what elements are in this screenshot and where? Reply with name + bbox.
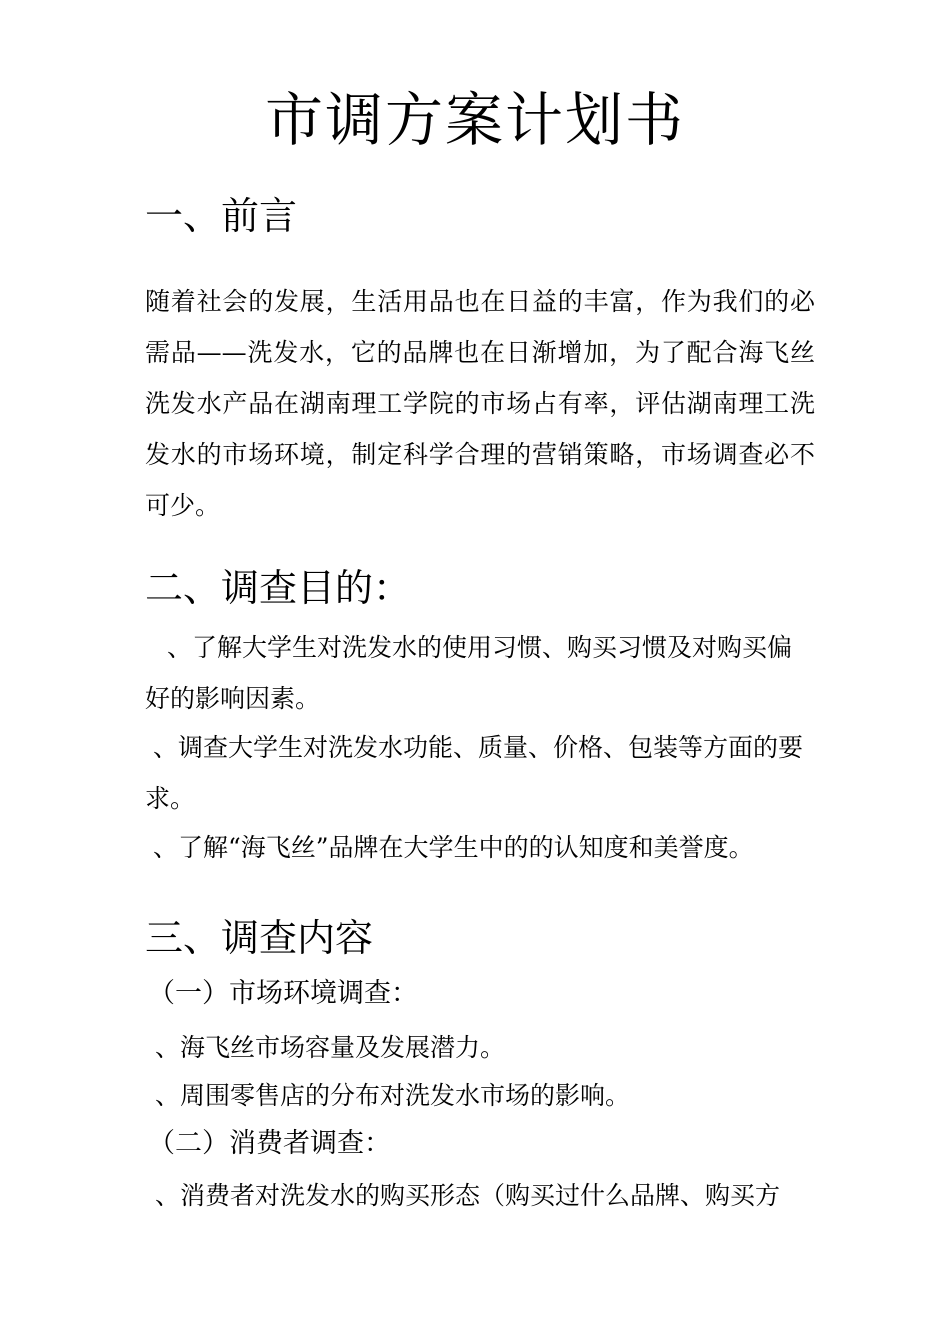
preface-paragraph: 随着社会的发展，生活用品也在日益的丰富，作为我们的必需品——洗发水，它的品牌也在日渐增加，为了配合海飞丝洗发水产品在湖南理工学院的市场占有率，评估湖南理工洗发水的市场环境，制定科学合理的营销策略，市场调查必不可少。	[145, 287, 815, 520]
subsection-heading-market: （一）市场环境调查：	[148, 978, 418, 1009]
section-heading-preface: 一、前言	[145, 194, 298, 238]
market-item-1: 、海飞丝市场容量及发展潜力。	[155, 1033, 506, 1062]
market-item-2: 、周围零售店的分布对洗发水市场的影响。	[155, 1081, 631, 1110]
purpose-item-1: 、了解大学生对洗发水的使用习惯、购买习惯及对购买偏好的影响因素。	[145, 633, 793, 713]
purpose-item-3: 、了解“海飞丝”品牌在大学生中的的认知度和美誉度。	[153, 833, 754, 862]
document-title: 市调方案计划书	[264, 86, 685, 154]
purpose-item-2: 、调查大学生对洗发水功能、质量、价格、包装等方面的要求。	[145, 733, 804, 813]
consumer-item-1: 、消费者对洗发水的购买形态（购买过什么品牌、购买方	[155, 1181, 781, 1210]
section-heading-purpose: 二、调查目的：	[145, 566, 412, 610]
section-heading-content: 三、调查内容	[145, 916, 374, 960]
subsection-heading-consumer: （二）消费者调查：	[148, 1128, 391, 1159]
